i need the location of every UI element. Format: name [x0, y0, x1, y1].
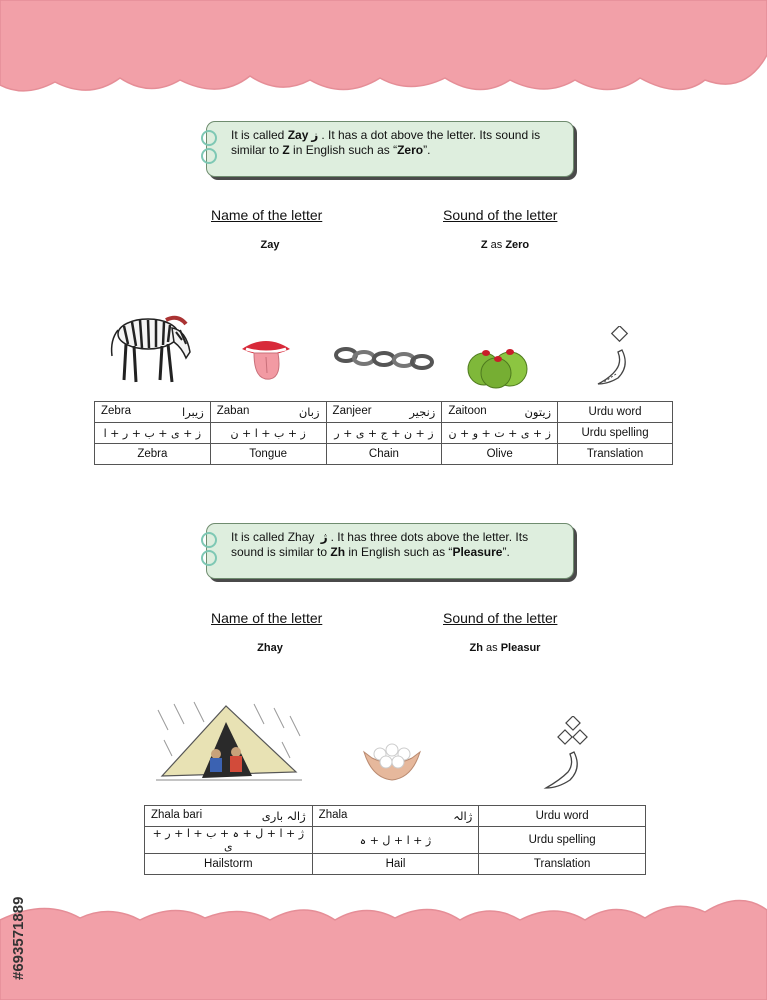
table-row	[145, 806, 646, 827]
ring-icon	[201, 532, 217, 548]
zebra-image	[106, 300, 198, 386]
table-cell: Zebra	[95, 444, 211, 465]
letter-name-value: Zhay	[257, 642, 283, 654]
table-cell: Hailstorm	[145, 854, 313, 875]
table-row	[145, 827, 646, 854]
ring-icon	[201, 148, 217, 164]
table-cell: ز + ب + ا + ن	[210, 423, 326, 444]
olive-image	[466, 343, 530, 389]
letter-sound-value: Zh as Pleasur	[469, 642, 541, 654]
table-cell: Zaban زبان	[210, 402, 326, 423]
letter-name-value: Zay	[260, 239, 280, 251]
table-cell: Zhala bari ژالہ باری	[145, 806, 313, 827]
ring-icon	[201, 550, 217, 566]
table-row	[145, 854, 646, 875]
zhay-words-table	[144, 805, 646, 875]
table-row	[95, 423, 673, 444]
table-cell: Urdu spelling	[479, 827, 646, 854]
table-row	[95, 444, 673, 465]
table-cell: Chain	[326, 444, 442, 465]
zay-words-table	[94, 401, 673, 465]
table-cell: ژ + ا + ل + ہ	[312, 827, 479, 854]
sound-of-letter-heading: Sound of the letter	[443, 207, 558, 223]
bottom-cloud-border	[0, 890, 767, 1000]
table-cell: Urdu word	[558, 402, 673, 423]
tongue-image	[240, 333, 292, 383]
name-of-letter-heading: Name of the letter	[211, 207, 323, 223]
zhay-letter-outline	[540, 716, 590, 792]
table-cell: ز + ن + ج + ی + ر	[326, 423, 442, 444]
table-cell: Translation	[479, 854, 646, 875]
name-of-letter-heading: Name of the letter	[211, 610, 323, 626]
table-row	[95, 402, 673, 423]
chain-image	[334, 343, 434, 373]
table-cell: Tongue	[210, 444, 326, 465]
table-cell: Zanjeer زنجیر	[326, 402, 442, 423]
table-cell: Olive	[442, 444, 558, 465]
zay-letter-outline	[592, 326, 638, 388]
table-cell: Urdu word	[479, 806, 646, 827]
table-cell: Hail	[312, 854, 479, 875]
hail-in-hands-image	[362, 738, 422, 786]
ring-icon	[201, 130, 217, 146]
table-cell: ژ + ا + ل + ہ + ب + ا + ر + ی	[145, 827, 313, 854]
table-cell: ز + ی + ت + و + ن	[442, 423, 558, 444]
letter-sound-value: Z as Zero	[480, 239, 530, 251]
top-cloud-border	[0, 0, 767, 110]
table-cell: Zebra زیبرا	[95, 402, 211, 423]
table-cell: Zaitoon زیتون	[442, 402, 558, 423]
table-cell: Zhala ژالہ	[312, 806, 479, 827]
zhay-description-callout: It is called Zhay ژ . It has three dots above the letter. Its sound is similar to Zh in English such as “Pleasure”.	[206, 523, 574, 579]
hailstorm-tent-image	[154, 700, 304, 784]
zay-description-callout: It is called Zay ز . It has a dot above the letter. Its sound is similar to Z in English such as “Zero”.	[206, 121, 574, 177]
table-cell: Urdu spelling	[558, 423, 673, 444]
sound-of-letter-heading: Sound of the letter	[443, 610, 558, 626]
table-cell: ز + ی + ب + ر + ا	[95, 423, 211, 444]
stock-watermark: #693571889	[10, 896, 27, 980]
table-cell: Translation	[558, 444, 673, 465]
